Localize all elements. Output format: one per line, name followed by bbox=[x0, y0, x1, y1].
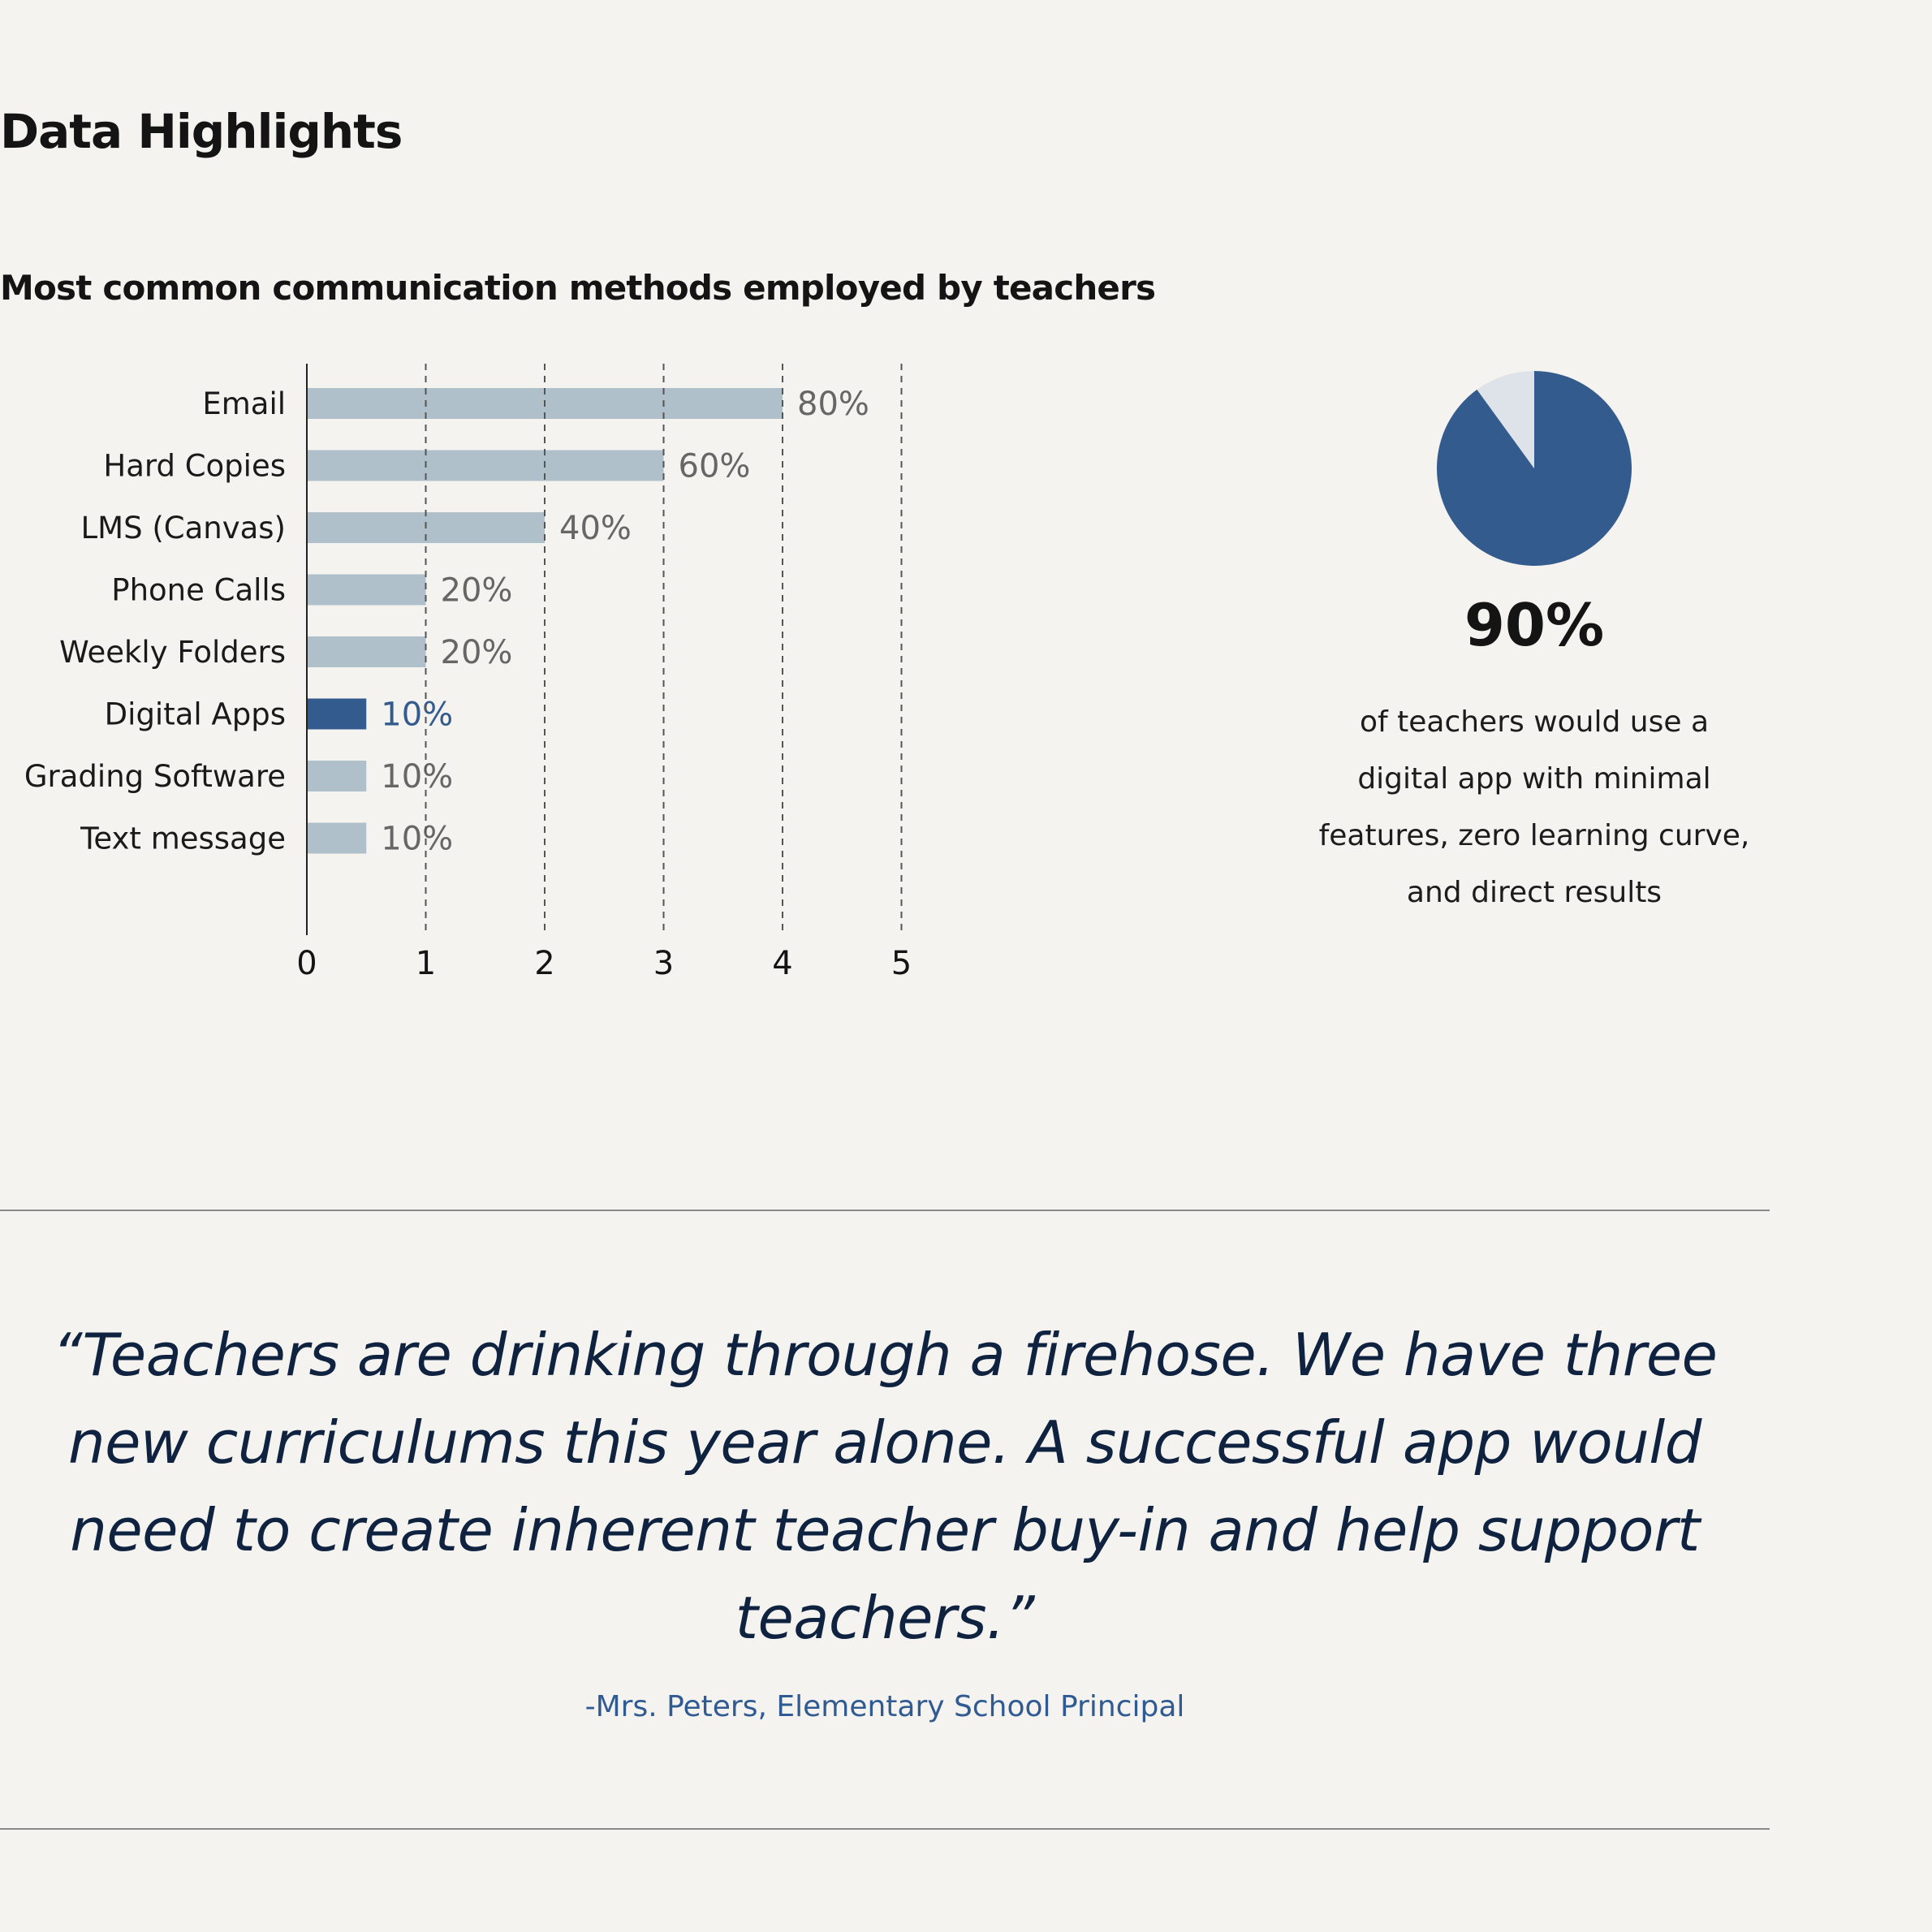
stat-caption-line: and direct results bbox=[1406, 876, 1662, 909]
data-label: 10% bbox=[381, 696, 454, 734]
category-label: LMS (Canvas) bbox=[80, 511, 286, 546]
quote-attribution: -Mrs. Peters, Elementary School Principal bbox=[584, 1690, 1185, 1723]
stat-caption-line: features, zero learning curve, bbox=[1318, 819, 1750, 852]
page-heading: Data Highlights bbox=[0, 104, 403, 159]
bar bbox=[307, 823, 366, 854]
data-label: 40% bbox=[559, 510, 632, 547]
category-label: Hard Copies bbox=[103, 448, 286, 484]
category-label: Digital Apps bbox=[104, 696, 286, 732]
stat-caption-line: digital app with minimal bbox=[1357, 762, 1711, 796]
x-tick-label: 0 bbox=[296, 945, 317, 982]
category-label: Email bbox=[202, 386, 286, 421]
category-label: Phone Calls bbox=[111, 572, 286, 608]
bar-chart bbox=[0, 349, 974, 998]
data-label: 80% bbox=[797, 386, 869, 423]
stat-value: 90% bbox=[1464, 591, 1605, 659]
x-tick-label: 2 bbox=[534, 945, 555, 982]
bar bbox=[307, 636, 426, 667]
quote-text: “Teachers are drinking through a firehose. We have three new curriculums this year alone. A successful app would need to create inherent teacher buy-in and help support teachers.” bbox=[52, 1321, 1718, 1652]
category-label: Weekly Folders bbox=[59, 635, 286, 670]
stat-caption-line: of teachers would use a bbox=[1359, 705, 1710, 739]
divider-top bbox=[0, 1210, 1770, 1211]
data-label: 10% bbox=[381, 820, 454, 858]
category-label: Text message bbox=[80, 821, 286, 856]
pie-chart-wrap bbox=[1429, 369, 1640, 584]
x-tick-label: 1 bbox=[415, 945, 437, 982]
bar bbox=[307, 575, 426, 606]
x-tick-label: 5 bbox=[891, 945, 912, 982]
category-label: Grading Software bbox=[24, 759, 286, 794]
x-tick-label: 3 bbox=[653, 945, 675, 982]
x-tick-label: 4 bbox=[772, 945, 793, 982]
data-label: 60% bbox=[678, 447, 751, 485]
stat-caption bbox=[1291, 694, 1778, 921]
data-label: 10% bbox=[381, 758, 454, 796]
bar bbox=[307, 699, 366, 730]
pie-chart bbox=[1429, 369, 1640, 580]
bar bbox=[307, 761, 366, 791]
divider-bottom bbox=[0, 1828, 1770, 1830]
chart-title: Most common communication methods employed by teachers bbox=[0, 268, 1156, 308]
bar bbox=[307, 451, 664, 481]
data-label: 20% bbox=[440, 634, 513, 671]
data-label: 20% bbox=[440, 571, 513, 610]
